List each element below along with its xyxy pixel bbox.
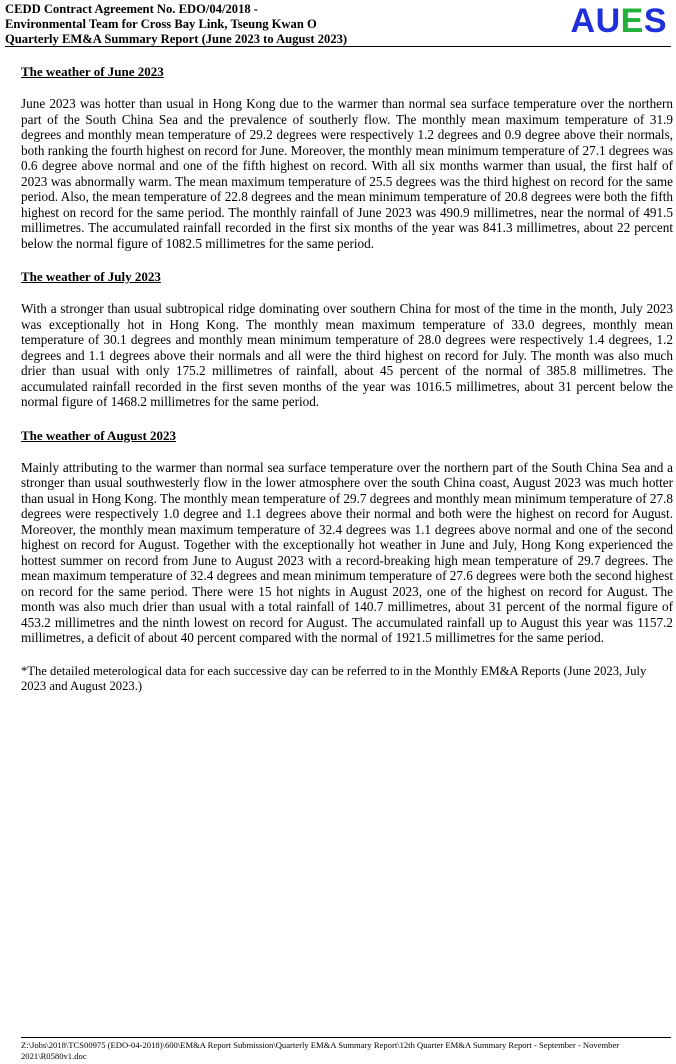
header-text [5, 2, 347, 46]
header-divider [5, 46, 671, 47]
aues-logo [571, 3, 667, 39]
contract-title: Environmental Team for Cross Bay Link, Tseung Kwan O [5, 16, 317, 31]
footnote: *The detailed meterological data for each successive day can be referred to in the Monthly EM&A Reports (June 2023, July 2023 and August 2023.) [21, 663, 647, 693]
section-paragraph: With a stronger than usual subtropical ridge dominating over southern China for most of the time in the month, July 2023 was exceptionally hot in Hong Kong. The monthly mean maximum temperature of 33.0 degrees, monthly mean temperature of 30.1 degrees and monthly mean minimum temperature of 28.0 degrees were respectively 1.4 degrees, 1.2 degrees and 1.1 degrees above their normals and all were the third highest on record for July. The month was also much drier than usual with only 175.2 millimetres of rainfall, about 45 percent of the normal of 385.8 millimetres. The accumulated rainfall recorded in the first seven months of the year was 1016.5 millimetres, about 31 percent below the normal figure of 1468.2 millimetres for the same period. [21, 301, 673, 409]
section-heading: The weather of August 2023 [21, 427, 177, 443]
page-header [5, 0, 671, 46]
report-title: Quarterly EM&A Summary Report (June 2023 to August 2023) [5, 31, 348, 46]
section-heading: The weather of July 2023 [21, 269, 161, 284]
section-heading: The weather of June 2023 [21, 64, 164, 79]
section-august [21, 428, 673, 646]
logo-text-au: AU [570, 2, 621, 40]
document-body [21, 64, 673, 695]
section-paragraph: Mainly attributing to the warmer than normal sea surface temperature over the northern part of the South China Sea and a stronger than usual southwesterly flow in the lower atmosphere over the south China coast, August 2023 was much hotter than usual in Hong Kong. The monthly mean temperature of 29.7 degrees and monthly mean minimum temperature of 27.8 degrees were respectively 1.0 degree and 1.1 degrees above their normal and both were the highest on record for August. Moreover, the monthly mean maximum temperature of 32.4 degrees was 1.1 degrees above normal and one of the second highest on record for August. Together with the exceptionally hot weather in June and July, Hong Kong experienced the hottest summer on record from June to August 2023 with a record-breaking high mean temperature of 29.7 degrees. The mean maximum temperature of 32.4 degrees and mean minimum temperature of 27.6 degrees were both the second highest on record for the same period. There were 15 hot nights in August 2023, one of the highest on record for August. The month was also much drier than usual with a total rainfall of 140.7 millimetres, about 31 percent of the normal figure of 453.2 millimetres and the ninth lowest on record for August. The accumulated rainfall up to August this year was 1157.2 millimetres, a deficit of about 40 percent compared with the normal of 1921.5 millimetres for the same period. [21, 459, 674, 645]
logo-text-e: E [620, 2, 644, 40]
file-path-footer: Z:\Jobs\2018\TCS00975 (EDO-04-2018)\600\EM&A Report Submission\Quarterly EM&A Summary Report\12th Quarter EM&A Summary Report - September - November 2021\R0580v1.doc [21, 1040, 620, 1061]
footer-divider [21, 1037, 671, 1038]
section-paragraph: June 2023 was hotter than usual in Hong Kong due to the warmer than normal sea surface temperature over the northern part of the South China Sea and the prevalence of southerly flow. The monthly mean maximum temperature of 31.9 degrees and monthly mean temperature of 29.2 degrees were respectively 1.2 degrees and 0.9 degree above their normals, both ranking the fourth highest on record for June. Moreover, the monthly mean minimum temperature of 27.1 degrees was 0.6 degree above normal and one of the fifth highest on record. With all six months warmer than usual, the first half of 2023 was abnormally warm. The mean maximum temperature of 25.5 degrees was the third highest on record for the same period. Also, the mean temperature of 22.8 degrees and the mean minimum temperature of 20.8 degrees were both the fifth highest on record for the same period. The monthly rainfall of June 2023 was 490.9 millimetres, near the normal of 491.5 millimetres. The accumulated rainfall recorded in the first six months of the year was 841.3 millimetres, about 22 percent below the normal figure of 1082.5 millimetres for the same period. [21, 96, 673, 251]
section-june [21, 64, 673, 251]
logo-text-s: S [643, 2, 667, 40]
section-july [21, 269, 673, 410]
contract-number: CEDD Contract Agreement No. EDO/04/2018 - [5, 2, 259, 16]
